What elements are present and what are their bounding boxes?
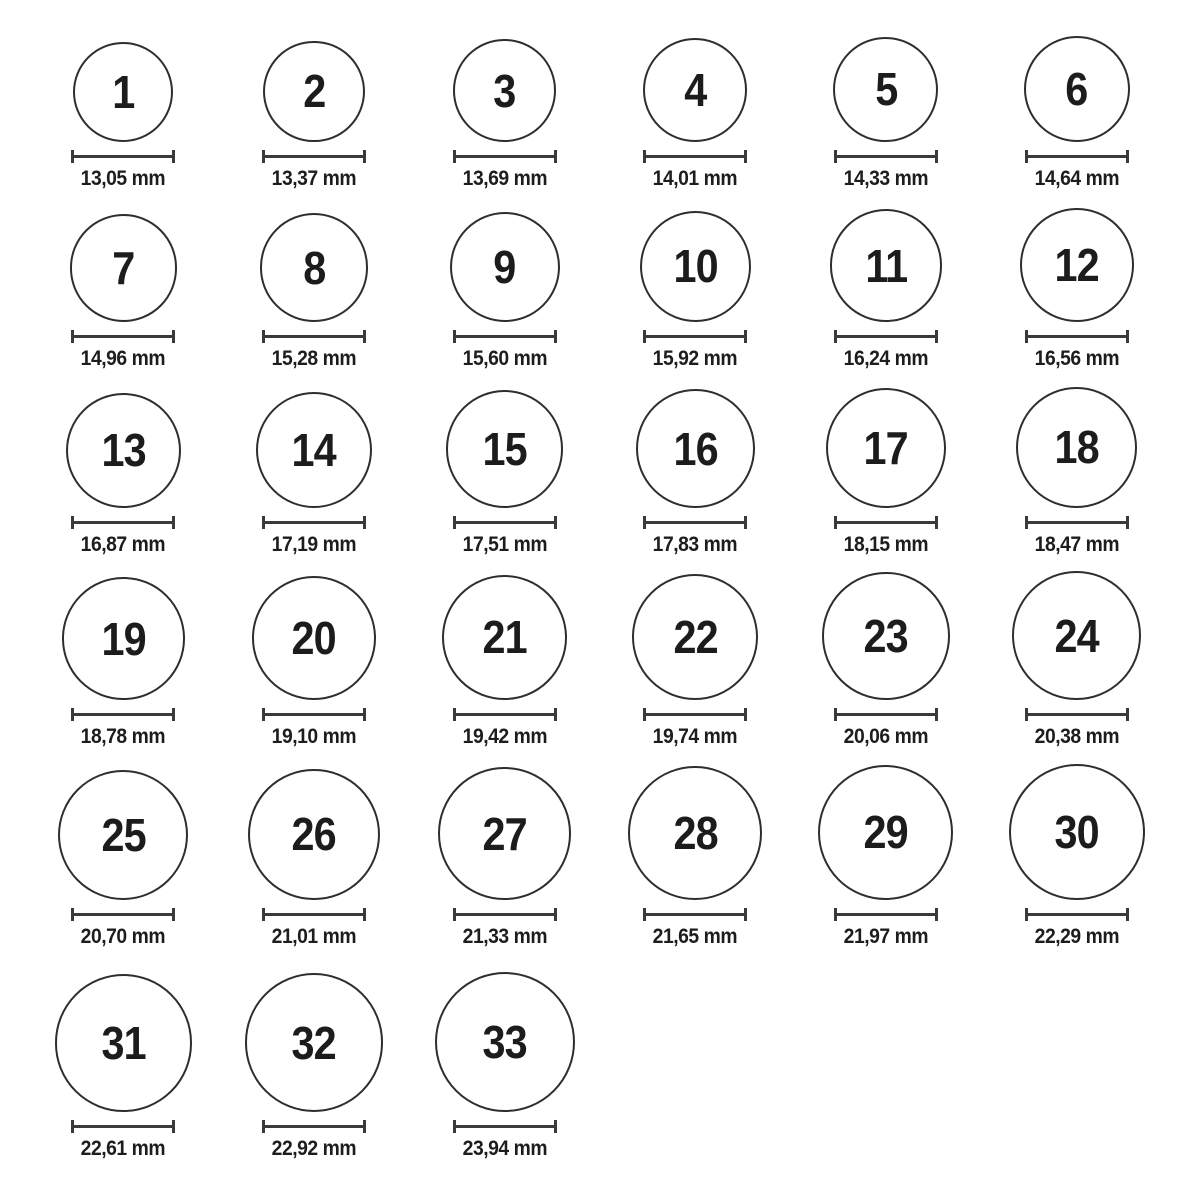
ring-size-number: 21 [482,611,527,664]
diameter-label: 13,05 mm [81,166,166,190]
ring-size-item [409,948,600,1160]
diameter-measure-line [262,708,366,721]
diameter-label: 17,51 mm [462,532,547,556]
ring-size-item [219,748,410,948]
diameter-measure-line [834,908,938,921]
diameter-measure-line [643,330,747,343]
ring-size-number: 20 [291,612,337,665]
ring-size-item [981,556,1172,748]
diameter-measure-line [1025,516,1129,529]
ring-size-item [600,556,791,748]
diameter-measure-line [453,908,557,921]
diameter-measure-line [643,516,747,529]
ring-size-item [28,370,219,556]
diameter-label: 15,28 mm [271,346,357,370]
ring-size-item [28,748,219,948]
diameter-measure-line [71,150,175,163]
ring-size-number: 18 [1054,421,1099,474]
diameter-label: 22,92 mm [271,1136,357,1160]
ring-size-number: 11 [864,239,907,292]
diameter-label: 19,42 mm [462,724,547,748]
diameter-label: 13,37 mm [271,166,357,190]
ring-circle [450,212,560,322]
ring-size-number: 5 [874,63,898,116]
ring-size-number: 4 [684,64,707,117]
diameter-label: 19,74 mm [653,724,738,748]
diameter-label: 15,60 mm [462,346,547,370]
ring-size-number: 25 [101,808,146,861]
ring-size-number: 28 [673,807,718,860]
diameter-measure-line [1025,908,1129,921]
ring-size-number: 6 [1065,62,1088,115]
diameter-measure-line [834,516,938,529]
diameter-measure-line [71,908,175,921]
diameter-label: 21,33 mm [462,924,547,948]
diameter-measure-line [834,330,938,343]
diameter-label: 16,87 mm [81,532,166,556]
ring-size-number: 1 [112,65,135,118]
ring-size-number: 19 [101,612,146,665]
ring-circle [628,766,762,900]
ring-circle [822,572,950,700]
ring-circle [833,37,938,142]
diameter-measure-line [1025,708,1129,721]
diameter-label: 23,94 mm [462,1136,547,1160]
diameter-label: 18,78 mm [81,724,166,748]
ring-size-item [409,556,600,748]
diameter-label: 19,10 mm [271,724,357,748]
ring-circle [55,974,193,1112]
ring-size-number: 8 [302,241,326,294]
ring-size-item [409,6,600,190]
diameter-measure-line [453,708,557,721]
diameter-measure-line [834,708,938,721]
ring-size-number: 12 [1054,239,1099,292]
ring-size-item [981,370,1172,556]
ring-size-number: 16 [673,422,718,475]
ring-size-number: 13 [101,424,146,477]
diameter-measure-line [262,330,366,343]
diameter-label: 20,06 mm [843,724,929,748]
diameter-measure-line [71,330,175,343]
ring-size-number: 32 [291,1016,337,1069]
ring-circle [248,769,379,900]
ring-size-number: 15 [482,423,527,476]
diameter-measure-line [71,708,175,721]
diameter-label: 14,64 mm [1034,166,1119,190]
diameter-label: 21,97 mm [843,924,929,948]
diameter-measure-line [453,1120,557,1133]
ring-circle [263,41,364,142]
ring-circle [1020,208,1134,322]
diameter-measure-line [71,1120,175,1133]
ring-size-item [219,948,410,1160]
diameter-label: 13,69 mm [462,166,547,190]
ring-size-item [219,370,410,556]
ring-size-number: 24 [1054,609,1099,662]
diameter-label: 16,56 mm [1034,346,1119,370]
ring-size-number: 9 [493,240,516,293]
diameter-label: 22,61 mm [81,1136,166,1160]
ring-circle [256,392,372,508]
ring-circle [438,767,571,900]
diameter-measure-line [643,708,747,721]
ring-size-number: 27 [482,807,527,860]
ring-circle [1016,387,1137,508]
ring-size-item [219,190,410,370]
ring-circle [453,39,556,142]
diameter-label: 17,19 mm [271,532,357,556]
ring-size-item [981,6,1172,190]
diameter-measure-line [453,516,557,529]
ring-size-number: 26 [291,808,337,861]
diameter-measure-line [453,330,557,343]
ring-circle [58,770,188,900]
diameter-label: 16,24 mm [843,346,929,370]
ring-size-number: 7 [112,242,135,295]
ring-circle [1009,764,1145,900]
diameter-label: 14,96 mm [81,346,166,370]
ring-size-item [219,556,410,748]
ring-circle [62,577,185,700]
ring-size-number: 23 [863,610,909,663]
ring-size-number: 31 [101,1017,146,1070]
ring-circle [252,576,376,700]
ring-size-item [28,948,219,1160]
ring-size-number: 29 [863,806,909,859]
ring-size-number: 3 [493,64,516,117]
ring-size-number: 30 [1054,805,1099,858]
ring-size-number: 2 [302,65,326,118]
ring-circle [640,211,751,322]
diameter-measure-line [1025,330,1129,343]
diameter-measure-line [453,150,557,163]
ring-circle [826,388,946,508]
diameter-measure-line [262,908,366,921]
ring-size-item [600,190,791,370]
diameter-label: 14,33 mm [843,166,929,190]
diameter-label: 21,65 mm [653,924,738,948]
diameter-label: 18,15 mm [843,532,929,556]
ring-size-item [600,6,791,190]
ring-size-number: 33 [482,1015,527,1068]
ring-size-item [409,190,600,370]
diameter-measure-line [71,516,175,529]
ring-circle [73,42,173,142]
ring-circle [1012,571,1141,700]
ring-size-item [791,556,982,748]
ring-circle [260,213,369,322]
ring-circle [66,393,181,508]
ring-size-item [409,748,600,948]
ring-size-item [28,6,219,190]
ring-size-item [28,556,219,748]
ring-size-item [981,190,1172,370]
ring-size-item [791,748,982,948]
ring-size-item [28,190,219,370]
diameter-label: 22,29 mm [1034,924,1119,948]
diameter-measure-line [643,150,747,163]
ring-circle [245,973,384,1112]
diameter-measure-line [262,150,366,163]
ring-size-item [219,6,410,190]
ring-size-item [600,370,791,556]
ring-size-number: 17 [863,421,909,474]
ring-size-item [600,748,791,948]
diameter-label: 21,01 mm [271,924,357,948]
ring-circle [446,390,564,508]
ring-circle [643,38,747,142]
ring-size-number: 22 [673,610,718,663]
ring-size-item [791,190,982,370]
ring-size-item [409,370,600,556]
ring-circle [818,765,953,900]
diameter-label: 14,01 mm [653,166,738,190]
ring-circle [636,389,755,508]
ring-size-item [791,6,982,190]
diameter-label: 20,70 mm [81,924,166,948]
diameter-measure-line [834,150,938,163]
ring-size-number: 14 [291,423,337,476]
ring-circle [830,209,943,322]
ring-size-item [981,748,1172,948]
diameter-measure-line [643,908,747,921]
diameter-label: 17,83 mm [653,532,738,556]
ring-size-number: 10 [673,240,718,293]
diameter-label: 18,47 mm [1034,532,1119,556]
diameter-label: 20,38 mm [1034,724,1119,748]
ring-circle [1024,36,1130,142]
diameter-measure-line [262,1120,366,1133]
diameter-measure-line [1025,150,1129,163]
diameter-measure-line [262,516,366,529]
diameter-label: 15,92 mm [653,346,738,370]
ring-circle [632,574,758,700]
ring-circle [442,575,567,700]
ring-circle [435,972,575,1112]
ring-size-item [791,370,982,556]
ring-circle [70,214,178,322]
